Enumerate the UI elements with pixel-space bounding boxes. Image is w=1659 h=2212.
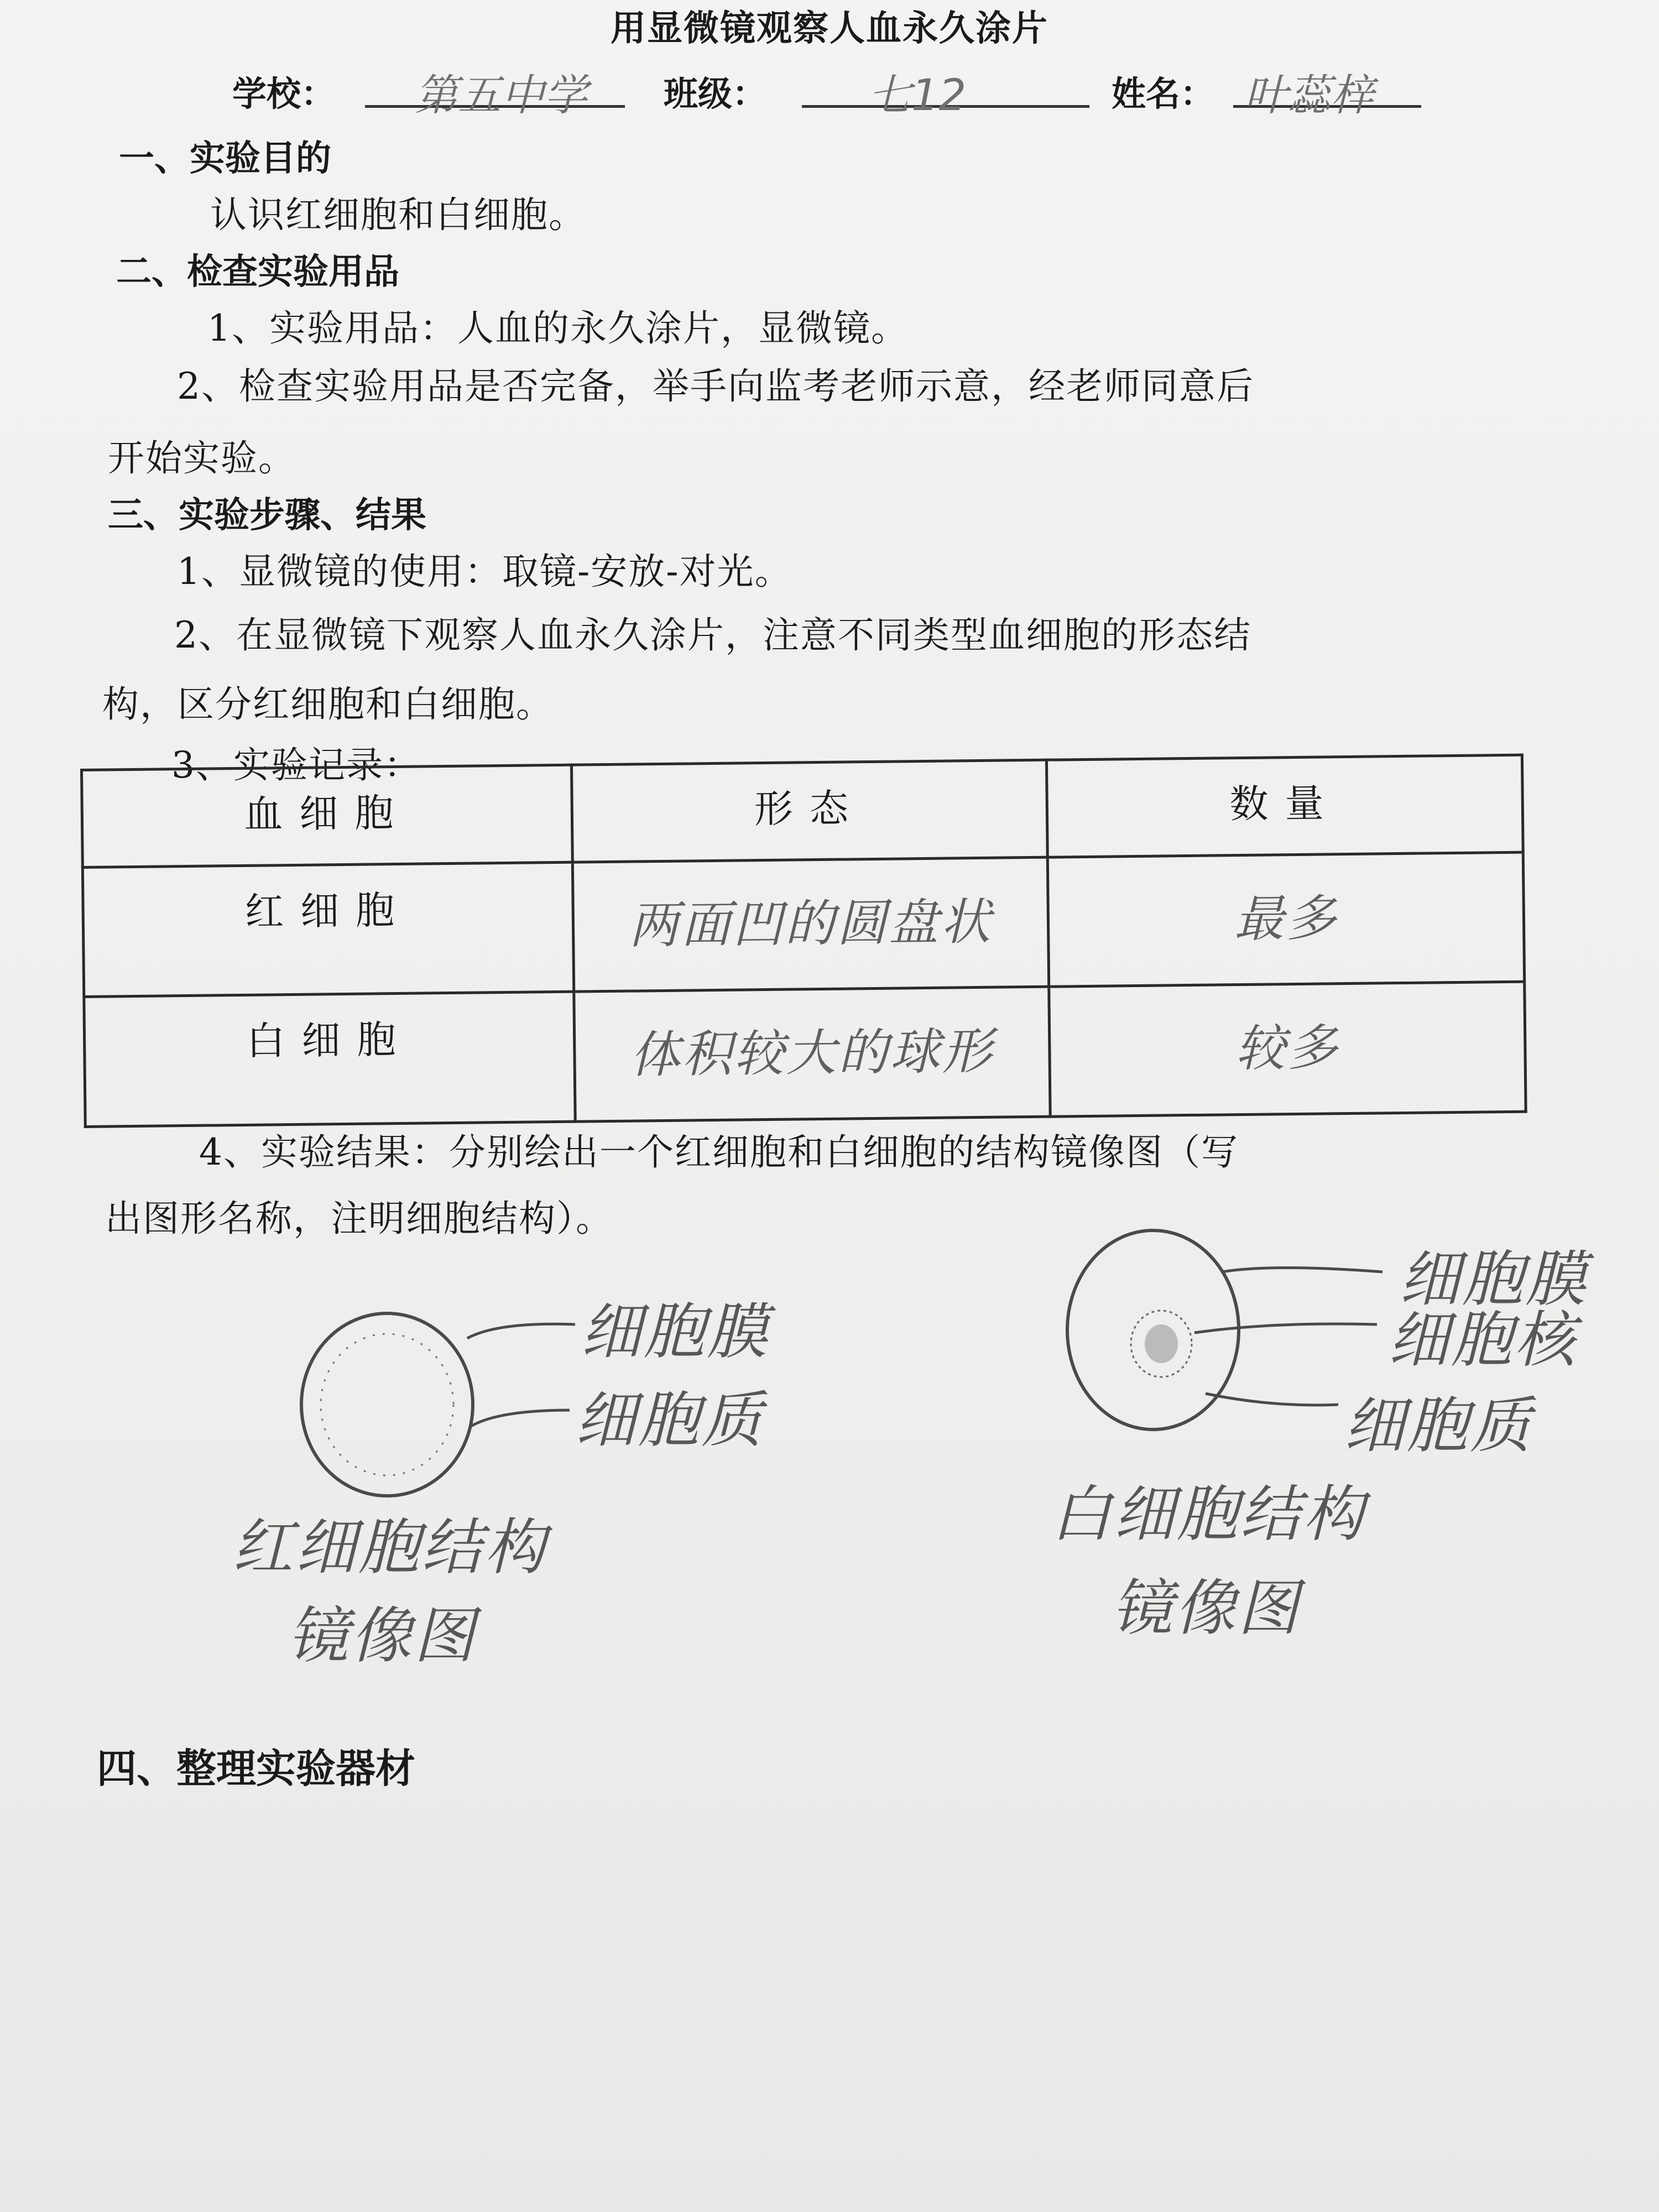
- red-label-cytoplasm: 细胞质: [575, 1385, 764, 1455]
- section-3-step-4-line-2: 出图形名称，注明细胞结构）。: [105, 1197, 613, 1240]
- white-label-membrane: 细胞膜: [1399, 1244, 1588, 1314]
- red-caption-line-2: 镜像图: [288, 1600, 477, 1671]
- class-value: 七12: [868, 71, 967, 121]
- table-cell-shape: 体积较大的球形: [573, 987, 1050, 1122]
- red-caption-line-1: 红细胞结构: [232, 1512, 547, 1583]
- section-2-item-1: 1、实验用品：人血的永久涂片，显微镜。: [207, 307, 909, 349]
- white-caption-line-1: 白细胞结构: [1051, 1479, 1366, 1550]
- table-header-cell: 血细胞: [82, 765, 572, 867]
- section-1-text: 认识红细胞和白细胞。: [210, 194, 586, 236]
- table-cell-count: 较多: [1049, 982, 1526, 1117]
- white-nucleus-pointer-line: [1194, 1324, 1377, 1333]
- red-label-membrane: 细胞膜: [581, 1296, 770, 1367]
- section-1-heading: 一、实验目的: [119, 138, 331, 179]
- section-3-step-3: 3、实验记录：: [171, 744, 421, 786]
- table-header-count: 数量: [1047, 755, 1523, 857]
- school-label: 学校：: [232, 74, 336, 114]
- white-cell-nucleus-fill: [1145, 1324, 1178, 1363]
- section-4-heading: 四、整理实验器材: [97, 1745, 416, 1792]
- red-cell-stipple: [321, 1334, 453, 1475]
- table-header-shape: 形态: [571, 760, 1047, 862]
- section-3-heading: 三、实验步骤、结果: [108, 495, 426, 536]
- table-cell-name: 白细胞: [84, 992, 575, 1127]
- section-3-step-2-line-1: 2、在显微镜下观察人血永久涂片，注意不同类型血细胞的形态结: [174, 614, 1251, 656]
- section-3-step-2-line-2: 构，区分红细胞和白细胞。: [102, 683, 554, 726]
- table-cell-shape: 两面凹的圆盘状: [572, 857, 1049, 992]
- section-2-item-2-line-2: 开始实验。: [108, 437, 296, 479]
- worksheet-title: 用显微镜观察人血永久涂片: [611, 8, 1048, 49]
- section-3-step-4-line-1: 4、实验结果：分别绘出一个红细胞和白细胞的结构镜像图（写: [199, 1131, 1239, 1173]
- white-label-cytoplasm: 细胞质: [1344, 1390, 1533, 1461]
- name-label: 姓名：: [1112, 74, 1215, 114]
- table-cell-count: 最多: [1048, 852, 1525, 987]
- white-label-nucleus: 细胞核: [1388, 1305, 1577, 1375]
- red-cytoplasm-pointer-line: [470, 1410, 570, 1427]
- table-cell-name: 红细胞: [82, 862, 573, 997]
- class-label: 班级：: [664, 74, 767, 114]
- school-value: 第五中学: [415, 71, 588, 121]
- white-membrane-pointer-line: [1222, 1268, 1383, 1272]
- white-cytoplasm-pointer-line: [1206, 1394, 1338, 1405]
- section-2-item-2-line-1: 2、检查实验用品是否完备，举手向监考老师示意，经老师同意后: [177, 365, 1254, 408]
- red-cell-membrane-outline: [301, 1313, 473, 1496]
- white-caption-line-2: 镜像图: [1112, 1573, 1301, 1644]
- section-2-heading: 二、检查实验用品: [116, 252, 399, 293]
- name-value: 叶蕊梓: [1244, 71, 1374, 121]
- red-blood-cell-drawing: [301, 1313, 575, 1496]
- white-blood-cell-drawing: [1067, 1230, 1383, 1430]
- red-membrane-pointer-line: [467, 1324, 575, 1338]
- section-3-step-1: 1、显微镜的使用：取镜-安放-对光。: [177, 550, 792, 593]
